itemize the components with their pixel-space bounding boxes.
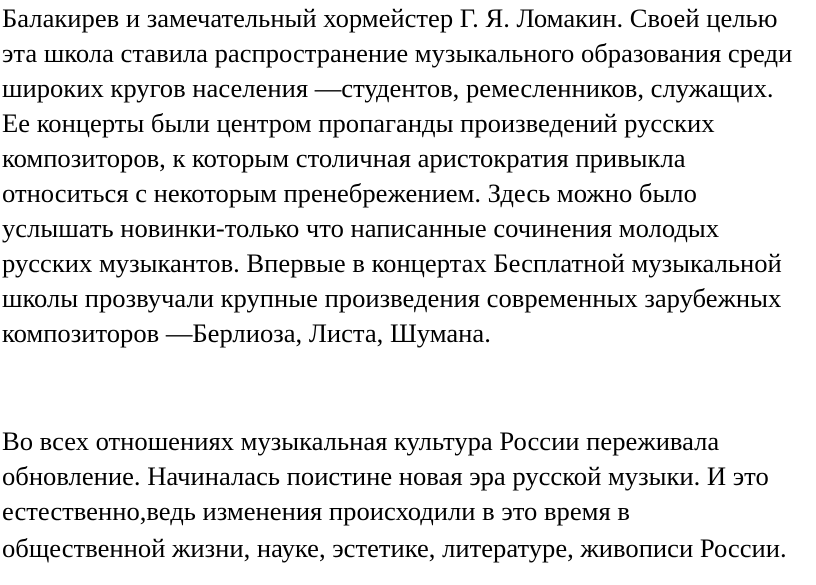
text-line: школы прозвучали крупные произведения современных зарубежных: [2, 283, 782, 313]
text-line: относиться с некоторым пренебрежением. Здесь можно было: [2, 178, 697, 208]
text-line: композиторов —Берлиоза, Листа, Шумана.: [2, 318, 491, 348]
text-line: эта школа ставила распространение музыкального образования среди: [2, 38, 793, 68]
text-line: русских музыкантов. Впервые в концертах Бесплатной музыкальной: [2, 248, 782, 278]
text-line: общественной жизни, науке, эстетике, литературе, живописи России.: [2, 533, 787, 563]
text-line: услышать новинки-только что написанные сочинения молодых: [2, 213, 720, 243]
text-line: Балакирев и замечательный хормейстер Г. Я. Ломакин. Своей целью: [2, 3, 778, 33]
text-line: Во всех отношениях музыкальная культура России переживала: [2, 426, 720, 456]
text-line: широких кругов населения —студентов, ремесленников, служащих.: [2, 73, 774, 103]
text-line: Ее концерты были центром пропаганды произведений русских: [2, 108, 715, 138]
text-line: обновление. Начиналась поистине новая эра русской музыки. И это: [2, 461, 769, 491]
text-line: композиторов, к которым столичная аристократия привыкла: [2, 143, 686, 173]
text-line: естественно,ведь изменения происходили в это время в: [2, 496, 630, 526]
